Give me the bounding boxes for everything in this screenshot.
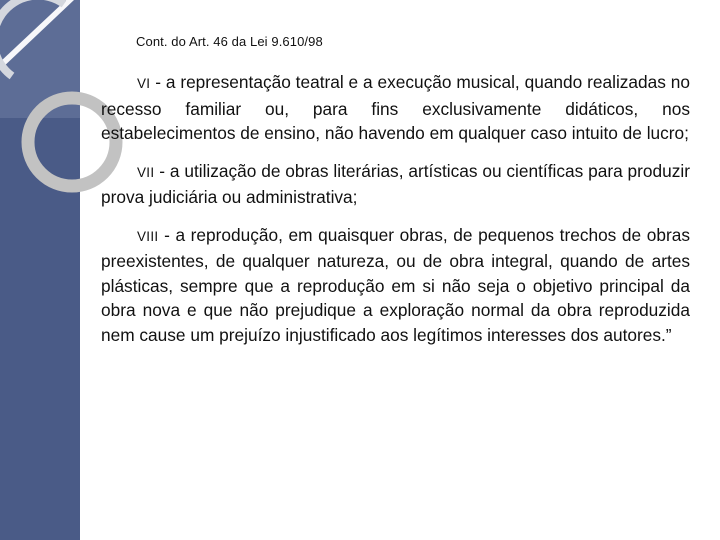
- item-number: VIII: [137, 228, 159, 244]
- paragraph-item-viii: [101, 223, 690, 348]
- paragraph-item-vii: [101, 159, 690, 210]
- item-number: VI: [137, 76, 151, 91]
- item-number: VII: [137, 164, 155, 180]
- section-subtitle: Cont. do Art. 46 da Lei 9.610/98: [136, 34, 323, 49]
- item-text: - a utilização de obras literárias, artísticas ou científicas para produzir prova judiciária ou administrativa;: [101, 160, 690, 207]
- item-text: - a reprodução, em quaisquer obras, de pequenos trechos de obras preexistentes, de qualquer natureza, ou de obra integral, quando de artes plásticas, sempre que a reprodução em si não seja o objetivo principal da obra nova e que não prejudique a exploração normal da obra reproduzida nem cause um prejuízo injustificado aos legítimos interesses dos autores.”: [101, 224, 690, 345]
- item-text: - a representação teatral e a execução musical, quando realizadas no recesso familiar ou, para fins exclusivamente didáticos, nos estabelecimentos de ensino, não havendo em qualquer caso intuito de lucro;: [101, 72, 690, 143]
- paragraph-item-vi: [101, 70, 690, 146]
- document-body: [101, 70, 690, 360]
- ring-inner-fill: [35, 105, 109, 179]
- diagonal-stroke: [0, 0, 74, 70]
